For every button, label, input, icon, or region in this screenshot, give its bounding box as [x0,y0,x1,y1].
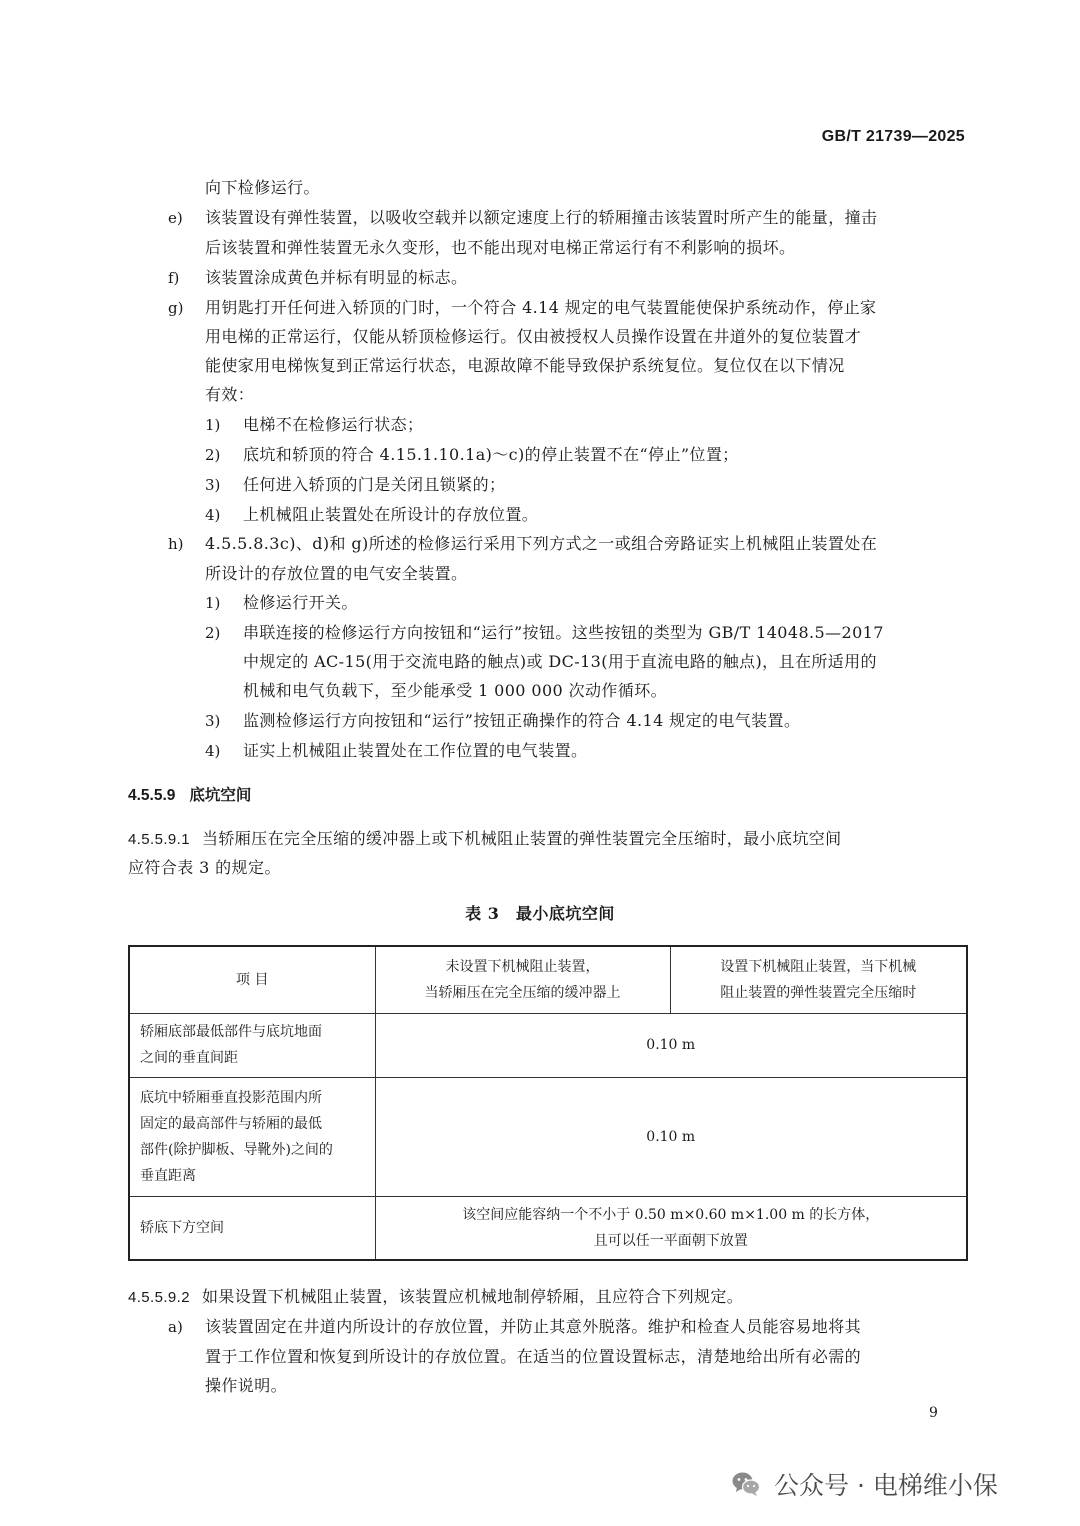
item-e-line1: 该装置设有弹性装置，以吸收空载并以额定速度上行的轿厢撞击该装置时所产生的能量，撞击 [205,208,878,227]
clause-4-5-5-9-1-line2: 应符合表 3 的规定。 [128,858,281,877]
row2-label-line1: 底坑中轿厢垂直投影范围内所 [140,1089,322,1106]
row1-label-line2: 之间的垂直间距 [140,1050,238,1066]
item-h3-text: 监测检修运行方向按钮和“运行”按钮正确操作的符合 4.14 规定的电气装置。 [243,711,801,730]
row2-label [129,1077,375,1196]
standard-number: GB/T 21739—2025 [821,128,965,145]
item-h3-marker: 3) [205,712,221,730]
item-g4-text: 上机械阻止装置处在所设计的存放位置。 [243,505,539,524]
item-h-line2: 所设计的存放位置的电气安全装置。 [205,564,468,583]
item-g3-text: 任何进入轿顶的门是关闭且锁紧的； [243,475,506,494]
table-caption: 表 3 最小底坑空间 [465,904,615,923]
item-e-line2: 后该装置和弹性装置无永久变形，也不能出现对电梯正常运行有不利影响的损坏。 [205,238,796,257]
item-f-marker: f) [168,269,180,287]
section-title: 底坑空间 [189,785,252,804]
header-col2-line2: 当轿厢压在完全压缩的缓冲器上 [424,984,621,1001]
header-col3-line1: 设置下机械阻止装置，当下机械 [720,958,917,975]
item-g-line4: 有效： [205,385,255,404]
clause-4-5-5-9-2 [128,1287,743,1308]
item-h2-line3: 机械和电气负载下，至少能承受 1 000 000 次动作循环。 [243,681,668,700]
page-number: 9 [929,1405,938,1421]
row2-label-line4: 垂直距离 [140,1167,196,1184]
table-row [129,1196,967,1260]
row2-value: 0.10 m [375,1077,967,1196]
item-e-marker: e) [168,209,183,227]
table-row [129,1077,967,1196]
item-g3-marker: 3) [205,476,221,494]
item-h-line1: 4.5.5.8.3c)、d)和 g)所述的检修运行采用下列方式之一或组合旁路证实上机械阻止装置处在 [205,534,878,553]
clause-number: 4.5.5.9.2 [128,1289,190,1306]
row3-value-line1: 该空间应能容纳一个不小于 0.50 m×0.60 m×1.00 m 的长方体， [462,1206,880,1223]
item-h1-marker: 1) [205,594,221,612]
watermark-text: 公众号 · 电梯维小保 [774,1471,998,1500]
header-without-device [375,946,670,1013]
header-item: 项 目 [129,946,375,1013]
item-g4-marker: 4) [205,506,221,524]
table-row [129,1013,967,1077]
row2-label-line2: 固定的最高部件与轿厢的最低 [140,1115,322,1132]
watermark [730,1466,998,1502]
item-g-line1: 用钥匙打开任何进入轿顶的门时，一个符合 4.14 规定的电气装置能使保护系统动作，停止家 [205,298,877,317]
clause-text: 当轿厢压在完全压缩的缓冲器上或下机械阻止装置的弹性装置完全压缩时，最小底坑空间 [201,829,842,848]
clause-text: 如果设置下机械阻止装置，该装置应机械地制停轿厢，且应符合下列规定。 [201,1287,744,1306]
row3-label: 轿底下方空间 [129,1196,375,1260]
item-g1-text: 电梯不在检修运行状态； [243,415,424,434]
continuation-text: 向下检修运行。 [205,178,320,197]
table-header-row [129,946,967,1013]
item-g-line2: 用电梯的正常运行，仅能从轿顶检修运行。仅由被授权人员操作设置在井道外的复位装置才 [205,327,862,346]
row3-value-line2: 且可以任一平面朝下放置 [593,1232,748,1249]
min-pit-space-table [128,945,968,1261]
item-g2-text: 底坑和轿顶的符合 4.15.1.10.1a)～c)的停止装置不在“停止”位置； [243,445,739,464]
item-g-line3: 能使家用电梯恢复到正常运行状态，电源故障不能导致保护系统复位。复位仅在以下情况 [205,356,845,375]
header-col3-line2: 阻止装置的弹性装置完全压缩时 [720,984,917,1001]
header-with-device [670,946,967,1013]
item-h-marker: h) [168,535,184,553]
item-a-line3: 操作说明。 [205,1376,288,1395]
item-a-line1: 该装置固定在井道内所设计的存放位置，并防止其意外脱落。维护和检查人员能容易地将其 [205,1317,862,1336]
header-col2-line1: 未设置下机械阻止装置， [445,958,600,975]
row2-label-line3: 部件(除护脚板、导靴外)之间的 [140,1141,333,1158]
section-heading [128,785,251,806]
item-h2-line1: 串联连接的检修运行方向按钮和“运行”按钮。这些按钮的类型为 GB/T 14048.5—2017 [243,623,884,642]
clause-number: 4.5.5.9.1 [128,831,190,848]
item-g-marker: g) [168,299,184,317]
row1-label-line1: 轿厢底部最低部件与底坑地面 [140,1024,322,1040]
row1-label [129,1013,375,1077]
item-a-line2: 置于工作位置和恢复到所设计的存放位置。在适当的位置设置标志，清楚地给出所有必需的 [205,1347,862,1366]
item-h2-marker: 2) [205,624,221,642]
item-g1-marker: 1) [205,416,221,434]
clause-4-5-5-9-1-line1 [128,829,842,850]
item-h4-marker: 4) [205,742,221,760]
section-number: 4.5.5.9 [128,787,176,804]
item-h4-text: 证实上机械阻止装置处在工作位置的电气装置。 [243,741,588,760]
row3-value [375,1196,967,1260]
row1-value: 0.10 m [375,1013,967,1077]
item-h2-line2: 中规定的 AC-15(用于交流电路的触点)或 DC-13(用于直流电路的触点)，且在所适用的 [243,652,877,671]
item-h1-text: 检修运行开关。 [243,593,358,612]
item-g2-marker: 2) [205,446,221,464]
item-a-marker: a) [168,1318,183,1336]
wechat-icon [730,1468,762,1500]
item-f-line1: 该装置涂成黄色并标有明显的标志。 [205,268,468,287]
